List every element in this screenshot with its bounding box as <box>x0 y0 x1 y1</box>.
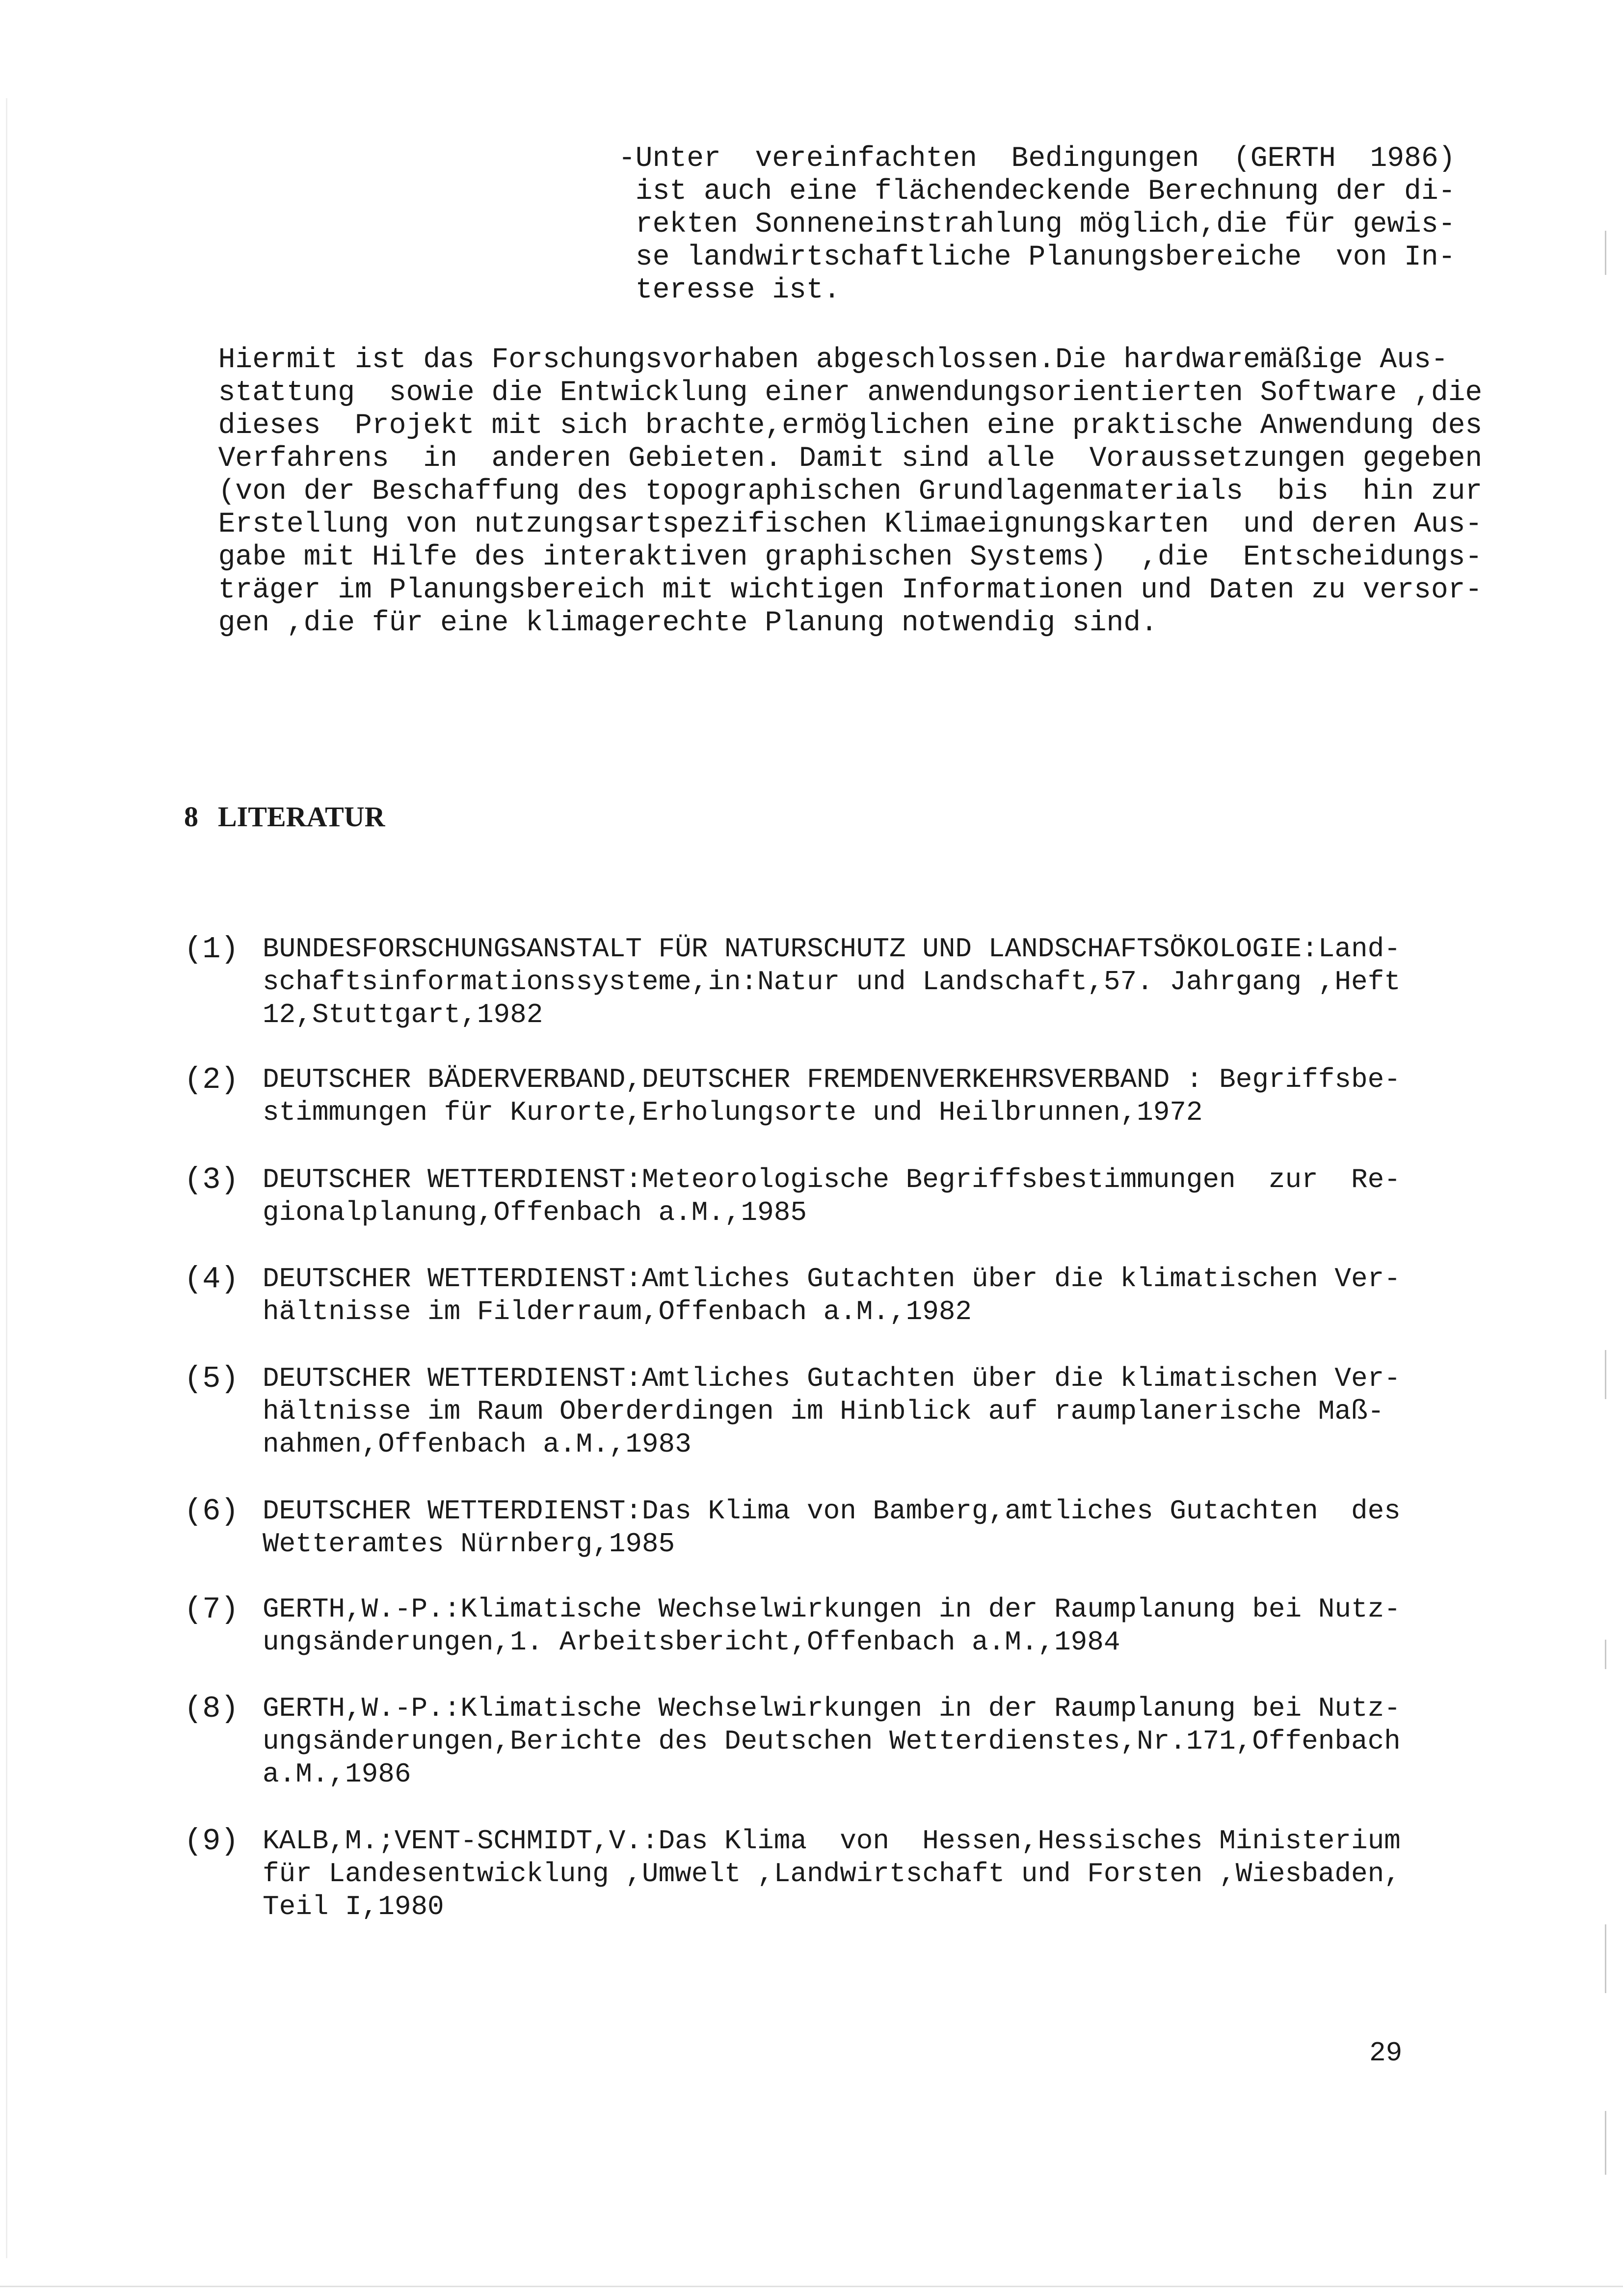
bullet-line: rekten Sonneneinstrahlung möglich,die für gewis- <box>618 209 1456 241</box>
reference-number: (5) <box>184 1361 239 1396</box>
paragraph-line: (von der Beschaffung des topographischen Grundlagenmaterials bis hin zur <box>184 476 1483 508</box>
reference-line: DEUTSCHER WETTERDIENST:Meteorologische Begriffsbestimmungen zur Re- <box>263 1164 1401 1195</box>
reference-line: DEUTSCHER WETTERDIENST:Amtliches Gutachten über die klimatischen Ver- <box>263 1263 1401 1295</box>
reference-line: DEUTSCHER BÄDERVERBAND,DEUTSCHER FREMDENVERKEHRSVERBAND : Begriffsbe- <box>263 1064 1401 1095</box>
reference-line: hältnisse im Filderraum,Offenbach a.M.,1982 <box>263 1296 972 1327</box>
reference-line: DEUTSCHER WETTERDIENST:Amtliches Gutachten über die klimatischen Ver- <box>263 1363 1401 1394</box>
reference-line: Wetteramtes Nürnberg,1985 <box>263 1528 675 1560</box>
scan-mark <box>1605 1924 1606 1993</box>
section-number: 8 <box>184 801 198 833</box>
paragraph-line: Verfahrens in anderen Gebieten. Damit sind alle Voraussetzungen gegeben <box>184 443 1483 475</box>
scan-mark <box>6 98 7 2258</box>
reference-number: (7) <box>184 1592 239 1627</box>
reference-line: hältnisse im Raum Oberderdingen im Hinblick auf raumplanerische Maß- <box>263 1396 1384 1427</box>
reference-line: GERTH,W.-P.:Klimatische Wechselwirkungen in der Raumplanung bei Nutz- <box>263 1693 1401 1724</box>
reference-number: (9) <box>184 1824 239 1859</box>
reference-line: ungsänderungen,1. Arbeitsbericht,Offenbach a.M.,1984 <box>263 1626 1120 1658</box>
scan-mark <box>1605 1350 1606 1399</box>
bullet-line: se landwirtschaftliche Planungsbereiche von In- <box>618 242 1456 273</box>
reference-number: (2) <box>184 1062 239 1097</box>
reference-number: (1) <box>184 932 239 967</box>
bullet-line: -Unter vereinfachten Bedingungen (GERTH 1986) <box>618 143 1456 175</box>
bullet-line: teresse ist. <box>618 274 841 306</box>
reference-line: DEUTSCHER WETTERDIENST:Das Klima von Bamberg,amtliches Gutachten des <box>263 1495 1401 1527</box>
section-heading <box>184 800 385 833</box>
paragraph-line: Erstellung von nutzungsartspezifischen Klimaeignungskarten und deren Aus- <box>184 509 1483 540</box>
paragraph-line: dieses Projekt mit sich brachte,ermöglichen eine praktische Anwendung des <box>184 410 1483 442</box>
reference-line: GERTH,W.-P.:Klimatische Wechselwirkungen in der Raumplanung bei Nutz- <box>263 1594 1401 1625</box>
paragraph-line: gen ,die für eine klimagerechte Planung notwendig sind. <box>184 607 1158 639</box>
reference-number: (3) <box>184 1162 239 1197</box>
reference-line: nahmen,Offenbach a.M.,1983 <box>263 1429 692 1460</box>
paragraph-line: träger im Planungsbereich mit wichtigen Informationen und Daten zu versor- <box>184 574 1483 606</box>
scan-bottom-edge <box>0 2286 1623 2287</box>
scan-mark <box>1605 1640 1606 1669</box>
reference-line: ungsänderungen,Berichte des Deutschen Wetterdienstes,Nr.171,Offenbach <box>263 1726 1401 1757</box>
section-title: LITERATUR <box>218 801 385 833</box>
reference-number: (4) <box>184 1262 239 1297</box>
scan-mark <box>1605 231 1606 275</box>
reference-line: Teil I,1980 <box>263 1891 444 1922</box>
reference-line: schaftsinformationssysteme,in:Natur und Landschaft,57. Jahrgang ,Heft <box>263 966 1401 998</box>
reference-line: a.M.,1986 <box>263 1758 411 1790</box>
paragraph-line: Hiermit ist das Forschungsvorhaben abgeschlossen.Die hardwaremäßige Aus- <box>184 344 1448 376</box>
paragraph-line: gabe mit Hilfe des interaktiven graphischen Systems) ,die Entscheidungs- <box>184 541 1483 573</box>
reference-line: BUNDESFORSCHUNGSANSTALT FÜR NATURSCHUTZ UND LANDSCHAFTSÖKOLOGIE:Land- <box>263 933 1401 965</box>
reference-line: gionalplanung,Offenbach a.M.,1985 <box>263 1197 807 1228</box>
reference-number: (8) <box>184 1691 239 1726</box>
paragraph-line: stattung sowie die Entwicklung einer anwendungsorientierten Software ,die <box>184 377 1483 409</box>
reference-number: (6) <box>184 1494 239 1529</box>
page-number: 29 <box>1369 2037 1403 2069</box>
reference-line: 12,Stuttgart,1982 <box>263 999 543 1030</box>
scan-mark <box>1605 2111 1606 2175</box>
reference-line: für Landesentwicklung ,Umwelt ,Landwirtschaft und Forsten ,Wiesbaden, <box>263 1858 1401 1890</box>
bullet-line: ist auch eine flächendeckende Berechnung der di- <box>618 176 1456 208</box>
reference-line: stimmungen für Kurorte,Erholungsorte und Heilbrunnen,1972 <box>263 1097 1203 1128</box>
reference-line: KALB,M.;VENT-SCHMIDT,V.:Das Klima von Hessen,Hessisches Ministerium <box>263 1825 1401 1857</box>
